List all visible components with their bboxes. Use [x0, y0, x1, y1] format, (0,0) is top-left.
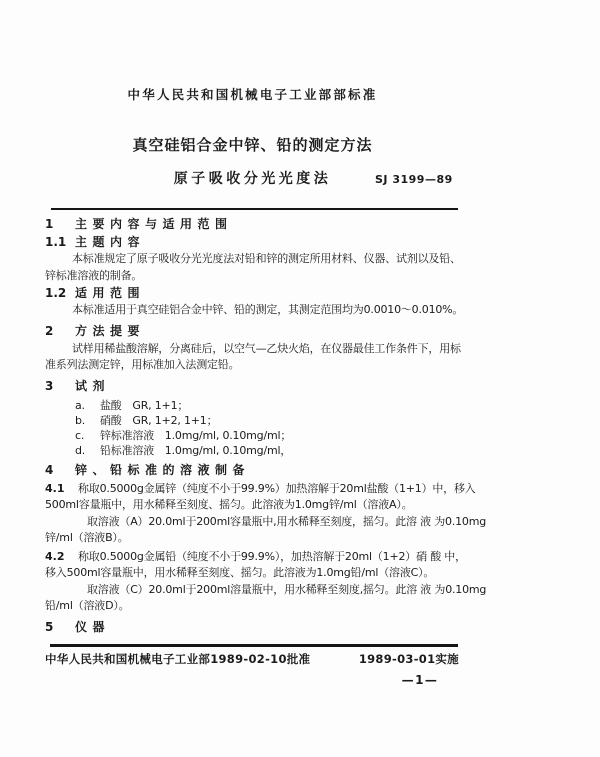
approval-note: 中华人民共和国机械电子工业部1989-02-10批准 [45, 652, 311, 666]
section-1-2-heading [45, 285, 460, 302]
reagent-item-b [75, 413, 460, 428]
paragraph-line: 取溶液（C）20.0ml于200ml溶量瓶中，用水稀释至刻度,摇匀。此溶 液 为0.10mg [87, 582, 487, 596]
section-number: 1 [45, 217, 54, 231]
paragraph-line: 锌标准溶液的制备。 [45, 268, 143, 282]
list-marker: d. [75, 443, 86, 457]
section-title: 锌、铅标准的溶液制备 [75, 462, 251, 477]
reagent-list [45, 398, 460, 458]
footer-row [45, 651, 459, 667]
reagent-item-c [75, 428, 460, 443]
title-divider-rule [51, 208, 458, 210]
section-title: 方法提要 [75, 323, 146, 338]
clause-number: 4.1 [45, 481, 65, 495]
list-text: 盐酸 GR, 1+1； [100, 398, 189, 412]
paragraph-line: 试样用稀盐酸溶解，分离硅后，以空气—乙炔火焰，在仪器最佳工作条件下，用标 [72, 341, 461, 355]
list-text: 硝酸 GR, 1+2, 1+1； [100, 413, 218, 427]
reagent-item-a [75, 398, 460, 413]
section-1-1-heading [45, 234, 460, 251]
section-number: 1.1 [45, 235, 67, 249]
list-marker: c. [75, 428, 85, 442]
section-number: 1.2 [45, 286, 67, 300]
paragraph-line: 准系列法测定锌，用标准加入法测定铅。 [45, 358, 240, 371]
list-marker: b. [75, 413, 86, 427]
paragraph-line: 本标准规定了原子吸收分光光度法对铅和锌的测定所用材料、仪器、试剂以及铅、 [72, 252, 461, 265]
document-content [45, 87, 487, 637]
paragraph-line: 取溶液（A）20.0ml于200ml容量瓶中,用水稀释至刻度，摇匀。此溶 液 为0.10mg [87, 514, 487, 528]
section-1-heading [45, 216, 460, 233]
issuing-body-line: 中华人民共和国机械电子工业部部标准 [127, 87, 378, 102]
section-number: 4 [45, 462, 54, 477]
section-5-heading [45, 619, 460, 636]
paragraph-line: 铅/ml（溶液D）。 [45, 599, 130, 612]
document-subtitle: 原子吸收分光光度法 [173, 171, 332, 187]
section-title: 适用范围 [75, 286, 146, 300]
paragraph-line: 锌/ml（溶液B）。 [45, 531, 129, 544]
subtitle-row [45, 169, 460, 189]
reagent-item-d [75, 443, 460, 458]
section-title: 仪器 [75, 619, 111, 634]
section-title: 试剂 [75, 378, 111, 393]
section-3-heading [45, 378, 460, 395]
clause-text: 称取0.5000g金属铅（纯度不小于99.9%），加热溶解于20ml（1+2）硝 酸 中， [78, 549, 466, 563]
list-marker: a. [75, 398, 85, 412]
document-body [45, 216, 487, 636]
clause-4-1-line [45, 481, 476, 498]
paragraph-line: 本标准适用于真空硅铝合金中锌、铅的测定，其测定范围均为0.0010～0.010%。 [72, 303, 464, 316]
section-title: 主要内容与适用范围 [75, 217, 233, 231]
section-4-heading [45, 462, 460, 479]
footer-divider-rule [50, 644, 458, 647]
implementation-note: 1989-03-01实施 [358, 652, 459, 666]
page-number: —1— [401, 673, 439, 687]
section-2-heading [45, 323, 460, 340]
clause-text: 称取0.5000g金属锌（纯度不小于99.9%）加热溶解于20ml盐酸（1+1）中，移入 [78, 481, 476, 495]
paragraph-line: 移入500ml容量瓶中，用水稀释至刻度、摇匀。此溶液为1.0mg铅/ml（溶液C）。 [45, 566, 435, 579]
clause-4-2-line [45, 549, 466, 566]
list-text: 铅标准溶液 1.0mg/ml, 0.10mg/ml， [100, 443, 292, 457]
section-number: 3 [45, 378, 54, 393]
clause-number: 4.2 [45, 549, 65, 563]
section-number: 5 [45, 619, 54, 634]
section-number: 2 [45, 323, 54, 338]
list-text: 锌标准溶液 1.0mg/ml, 0.10mg/ml； [100, 428, 292, 442]
paragraph-line: 500ml容量瓶中，用水稀释至刻度、摇匀。此溶液为1.0mg锌/ml（溶液A）。 [45, 498, 413, 511]
standard-number: SJ 3199—89 [375, 173, 453, 186]
document-title: 真空硅铝合金中锌、铅的测定方法 [132, 136, 373, 154]
section-title: 主题内容 [75, 235, 146, 249]
